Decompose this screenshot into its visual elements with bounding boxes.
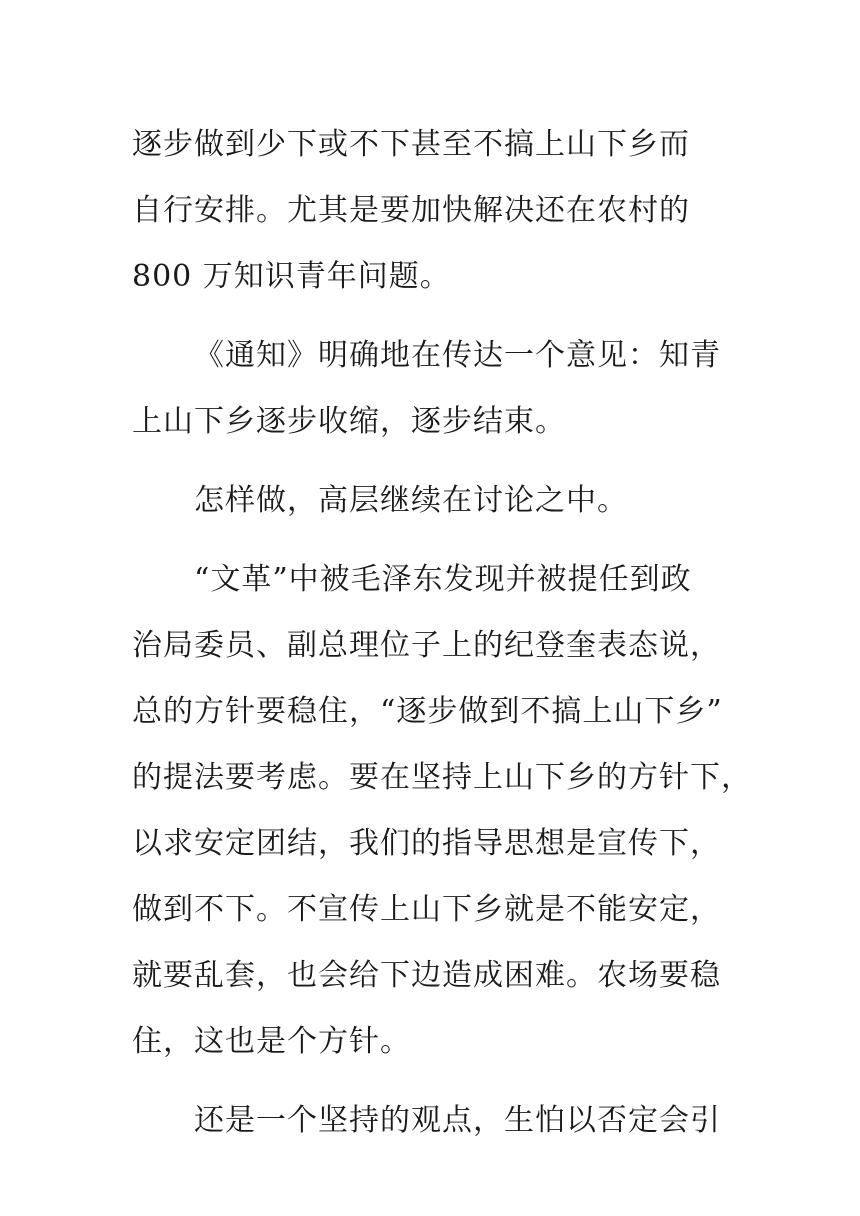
text-line: 做到不下。不宣传上山下乡就是不能安定， — [132, 892, 721, 927]
text-line: 逐步做到少下或不下甚至不搞上山下乡而 — [132, 127, 690, 162]
paragraph-1 — [132, 112, 732, 310]
paragraph-3 — [132, 468, 732, 534]
paragraph-5 — [132, 1088, 732, 1154]
paragraph-gap — [132, 455, 732, 468]
text-line: 治局委员、副总理位子上的纪登奎表态说， — [132, 628, 721, 663]
text-line: 上山下乡逐步收缩，逐步结束。 — [132, 404, 566, 439]
text-line: 《通知》明确地在传达一个意见：知青 — [194, 338, 721, 373]
text-line: 怎样做，高层继续在讨论之中。 — [194, 483, 628, 518]
text-line: 的提法要考虑。要在坚持上山下乡的方针下， — [132, 760, 752, 795]
text-line: 就要乱套，也会给下边造成困难。农场要稳 — [132, 958, 721, 993]
text-line: 总的方针要稳住，“逐步做到不搞上山下乡” — [132, 694, 723, 729]
paragraph-gap — [132, 534, 732, 547]
paragraph-gap — [132, 310, 732, 323]
text-line: “文革”中被毛泽东发现并被提任到政 — [194, 562, 692, 597]
text-line: 800 万知识青年问题。 — [132, 259, 451, 294]
document-body — [132, 112, 752, 1154]
text-line: 以求安定团结，我们的指导思想是宣传下， — [132, 826, 721, 861]
text-line: 自行安排。尤其是要加快解决还在农村的 — [132, 193, 690, 228]
paragraph-gap — [132, 1075, 732, 1088]
paragraph-4 — [132, 547, 752, 1075]
paragraph-2 — [132, 323, 732, 455]
text-line: 还是一个坚持的观点，生怕以否定会引 — [194, 1103, 721, 1138]
text-line: 住，这也是个方针。 — [132, 1024, 411, 1059]
